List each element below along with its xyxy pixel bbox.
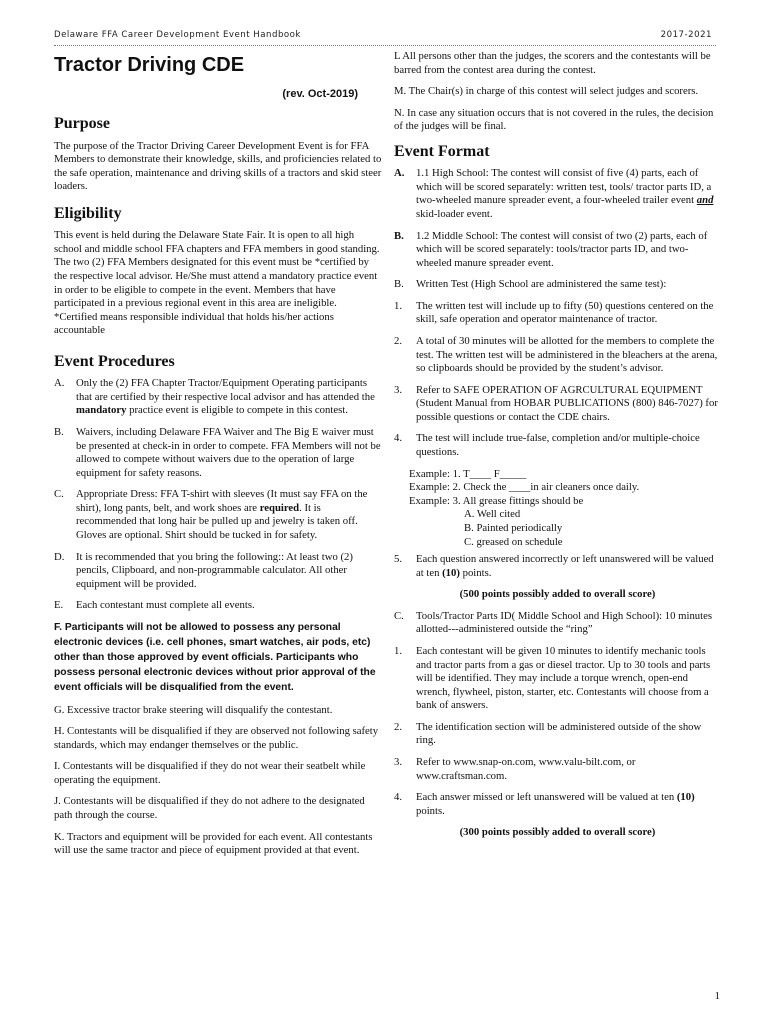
event-format-heading: Event Format: [394, 142, 490, 160]
procedure-j: J. Contestants will be disqualified if they do not adhere to the designated path through the course.: [54, 795, 365, 821]
running-header-years: 2017-2021: [660, 30, 712, 40]
purpose-text: The purpose of the Tractor Driving Career Development Event is for FFA Members to demonstrate their knowledge, skills, and proficiencies related to the safe operation, maintenance and driving skills of a tractors and skid steer loaders.: [54, 139, 382, 193]
running-header-title: Delaware FFA Career Development Event Handbook: [54, 30, 301, 40]
procedures-heading: Event Procedures: [54, 352, 175, 370]
example-option-c: C. greased on schedule: [464, 535, 563, 548]
tools-points-note: (300 points possibly added to overall score): [459, 826, 656, 839]
procedure-h: H. Contestants will be disqualified if they are observed not following safety standards, which may endanger themselves or the public.: [54, 725, 379, 751]
tools-item-3: 3. Refer to www.snap-on.com, www.valu-bilt.com, or www.craftsman.com.: [394, 756, 636, 782]
tools-item-4: 4. Each answer missed or left unanswered will be valued at ten (10) points.: [394, 791, 695, 817]
tools-item-1: 1. Each contestant will be given 10 minutes to identify mechanic tools and tractor parts from a gas or diesel tractor. Up to 30 tools and parts will be identified. They may include a torque wrench, open-end wrench, flywheel, piston, starter, etc. Contestants will choose from a bank of answers.: [394, 644, 711, 712]
procedure-g: G. Excessive tractor brake steering will disqualify the contestant.: [54, 703, 333, 716]
procedure-e: E. Each contestant must complete all events.: [54, 599, 255, 612]
procedure-i: I. Contestants will be disqualified if they do not wear their seatbelt while operating the equipment.: [54, 760, 366, 786]
header-divider: [54, 45, 716, 46]
tools-item-2: 2. The identification section will be administered outside of the show ring.: [394, 720, 702, 747]
revision-date: (rev. Oct-2019): [282, 88, 358, 101]
written-item-1: 1. The written test will include up to fifty (50) questions centered on the skill, safe operation and operator maintenance of tractor.: [394, 299, 714, 326]
written-item-5: 5. Each question answered incorrectly or left unanswered will be valued at ten (10) points.: [394, 553, 714, 579]
written-item-4: 4. The test will include true-false, completion and/or multiple-choice questions.: [394, 432, 700, 459]
written-item-2: 2. A total of 30 minutes will be allotted for the members to complete the test. The written test will be administered in the bleachers at the arena, so clipboards should be provided by the student’s advisor.: [394, 334, 718, 375]
procedure-m: M. The Chair(s) in charge of this contest will select judges and scorers.: [394, 85, 699, 98]
procedure-n: N. In case any situation occurs that is not covered in the rules, the decision of the judges will be final.: [394, 106, 714, 133]
example-option-a: A. Well cited: [464, 508, 521, 521]
page-title: Tractor Driving CDE: [54, 54, 245, 76]
format-b: B. 1.2 Middle School: The contest will consist of two (2) parts, each of which will be scored separately: tools/tractor parts ID, and two-wheeled manure spreader event.: [394, 229, 708, 269]
right-column: [394, 50, 721, 848]
example-1: Example: 1. T____ F_____: [409, 467, 527, 480]
purpose-heading: Purpose: [54, 115, 110, 133]
example-2: Example: 2. Check the ____in air cleaners once daily.: [409, 481, 640, 494]
format-c: C. Tools/Tractor Parts ID( Middle School and High School): 10 minutes allotted---administered outside the “ring”: [394, 609, 713, 636]
procedure-l: L All persons other than the judges, the scorers and the contestants will be barred from the contest area during the contest.: [394, 50, 711, 76]
example-3: Example: 3. All grease fittings should be: [409, 494, 584, 507]
eligibility-note: *Certified means responsible individual that holds his/her actions accountable: [54, 310, 334, 337]
format-written-test: B. Written Test (High School are administered the same test):: [394, 278, 667, 291]
procedure-b: B. Waivers, including Delaware FFA Waiver and The Big E waiver must be presented at check-in in order to compete. FFA Members will not be allowed to compete without waivers due to the operation of large equipment for safety reasons.: [54, 425, 381, 479]
procedure-f: F. Participants will not be allowed to possess any personal electronic devices (i.e. cell phones, smart watches, air pods, etc) other than those approved by event officials. Participants who possess personal electronic devices without prior approval of the event officials will be disqualified from the event.: [54, 621, 376, 693]
procedure-d: D. It is recommended that you bring the following:: At least two (2) pencils, Clipboard, and non-programmable calculator. All other equipment will be provided.: [54, 550, 353, 590]
written-item-3: 3. Refer to SAFE OPERATION OF AGRCULTURAL EQUIPMENT (Student Manual from HOBAR PUBLICATIONS (800) 846-7027) for possible questions or contact the CDE chairs.: [394, 383, 718, 423]
example-option-b: B. Painted periodically: [464, 521, 563, 534]
format-a: A. 1.1 High School: The contest will consist of five (4) parts, each of which will be scored separately: written test, tools/ tractor parts ID, a two-wheeled manure spreader event, a four-wheeled trailer event and skid-loader event.: [394, 167, 714, 220]
procedure-c: C. Appropriate Dress: FFA T-shirt with sleeves (It must say FFA on the shirt), long pants, belt, and work shoes are required. It is recommended that long hair be pulled up and jewelry is taken off. Gloves are optional. Shirt should be tucked in for safety.: [54, 488, 368, 542]
procedure-a: A. Only the (2) FFA Chapter Tractor/Equipment Operating participants that are certified by their respective local advisor and has attended the mandatory practice event is eligible to compete in this contest.: [54, 377, 375, 417]
eligibility-heading: Eligibility: [54, 204, 122, 222]
example-questions: [394, 468, 721, 549]
written-points-note: (500 points possibly added to overall score): [459, 588, 656, 601]
procedure-k: K. Tractors and equipment will be provided for each event. All contestants will use the same tractor and piece of equipment provided at that event.: [54, 830, 373, 857]
eligibility-text: This event is held during the Delaware State Fair. It is open to all high school and middle school FFA chapters and FFA members in good standing. The two (2) FFA Members designated for this event must be *certified by the respective local advisor. He/She must attend a mandatory practice event in order to be eligible to compete in the event. Members that have participated in a previous regional event in this area are ineligible. *Certified means responsible individual that holds his/her actions accountable: [54, 229, 380, 337]
page-number: 1: [714, 990, 720, 1002]
left-column: [54, 50, 382, 866]
